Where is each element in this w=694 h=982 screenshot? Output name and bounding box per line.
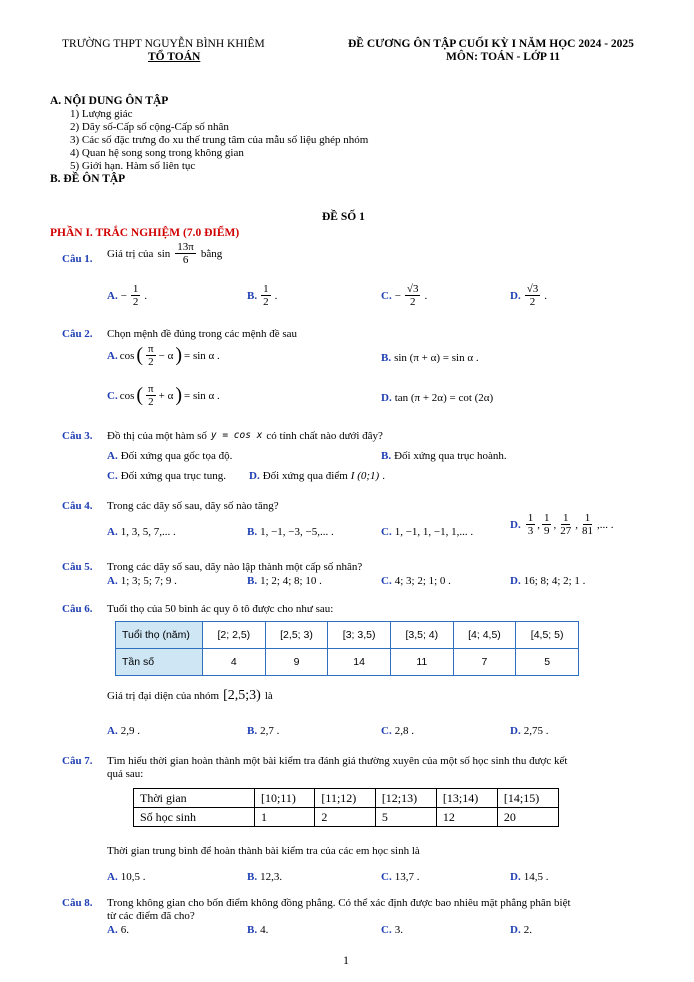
- option-a[interactable]: A. − $\frac{1}{2}$ .: [107, 283, 148, 309]
- question-text: Thời gian trung bình để hoàn thành bài kiểm tra của các em học sinh là: [107, 845, 420, 857]
- option-b[interactable]: B. 1, −1, −3, −5,... .: [247, 526, 334, 538]
- option-b[interactable]: B. 12,3.: [247, 871, 283, 883]
- exam-number: ĐỀ SỐ 1: [322, 211, 365, 223]
- subject-line: MÔN: TOÁN - LỚP 11: [446, 51, 560, 63]
- option-d[interactable]: D. Đối xứng qua điểm I (0;1) .: [249, 470, 385, 482]
- option-c[interactable]: C. cos ( $\frac{\pi}{2}$ + α ) = sin α .: [107, 383, 220, 409]
- section-a-item: 2) Dãy số-Cấp số cộng-Cấp số nhân: [70, 121, 229, 133]
- question-label: Câu 8.: [62, 897, 93, 909]
- option-d[interactable]: D. 14,5 .: [510, 871, 549, 883]
- option-b[interactable]: B. 1; 2; 4; 8; 10 .: [247, 575, 322, 587]
- question-label: Câu 5.: [62, 561, 93, 573]
- fraction: $\frac{13\pi}{6}$: [177, 241, 194, 267]
- question-text: Trong không gian cho bốn điểm không đồng phẳng. Có thể xác định được bao nhiêu mặt phẳng phân biệt: [107, 897, 571, 909]
- table-row: Số học sinh 1 2 5 12 20: [134, 808, 559, 827]
- option-c[interactable]: C. 1, −1, 1, −1, 1,... .: [381, 526, 474, 538]
- option-c[interactable]: C. 13,7 .: [381, 871, 420, 883]
- question-text: Chọn mệnh đề đúng trong các mệnh đề sau: [107, 328, 298, 340]
- question-text: Trong các dãy số sau, dãy nào lập thành một cấp số nhân?: [107, 561, 363, 573]
- option-a[interactable]: A. cos ( $\frac{\pi}{2}$ − α ) = sin α .: [107, 343, 220, 369]
- section-a-item: 1) Lượng giác: [70, 108, 133, 120]
- question-label: Câu 4.: [62, 500, 93, 512]
- question-1-text: [107, 241, 222, 266]
- question-label: Câu 1.: [62, 253, 93, 265]
- school-name: TRƯỜNG THPT NGUYỄN BÌNH KHIÊM: [62, 38, 265, 50]
- question-label: Câu 7.: [62, 755, 93, 767]
- option-a[interactable]: A. 1; 3; 5; 7; 9 .: [107, 575, 177, 587]
- data-table: [115, 621, 579, 676]
- section-a-item: 4) Quan hệ song song trong không gian: [70, 147, 244, 159]
- question-text: bằng: [200, 247, 223, 260]
- option-d[interactable]: D. 16; 8; 4; 2; 1 .: [510, 575, 586, 587]
- option-c[interactable]: C. Đối xứng qua trục tung.: [107, 470, 226, 482]
- option-b[interactable]: B. 2,7 .: [247, 725, 280, 737]
- department: TỔ TOÁN: [148, 51, 201, 63]
- question-text: Trong các dãy số sau, dãy số nào tăng?: [107, 500, 279, 512]
- option-c[interactable]: C. 2,8 .: [381, 725, 414, 737]
- question-text: từ các điểm đã cho?: [107, 910, 195, 922]
- option-a[interactable]: A. Đối xứng qua gốc tọa độ.: [107, 450, 233, 462]
- page-number: 1: [343, 953, 349, 967]
- option-a[interactable]: A. 6.: [107, 924, 129, 936]
- option-c[interactable]: C. 4; 3; 2; 1; 0 .: [381, 575, 451, 587]
- option-d[interactable]: D. 2.: [510, 924, 532, 936]
- option-b[interactable]: B. sin (π + α) = sin α .: [381, 352, 479, 364]
- question-text: quả sau:: [107, 768, 144, 780]
- option-d[interactable]: D. tan (π + 2α) = cot (2α): [381, 392, 494, 404]
- option-b[interactable]: B. Đối xứng qua trục hoành.: [381, 450, 507, 462]
- option-c[interactable]: C. 3.: [381, 924, 403, 936]
- part-1-title: PHẦN I. TRẮC NGHIỆM (7.0 ĐIỂM): [50, 227, 240, 239]
- option-d[interactable]: D. $\frac{1}{3}$ , $\frac{1}{9}$ , $\frac{1}{27}$ , $\frac{1}{81}$ ,... .: [510, 512, 614, 538]
- option-a[interactable]: A. 10,5 .: [107, 871, 146, 883]
- table-row: Tuổi thọ (năm) [2; 2,5) [2,5; 3) [3; 3,5) [3,5; 4) [4; 4,5) [4,5; 5): [116, 622, 579, 649]
- option-d[interactable]: D. $\frac{√3}{2}$ .: [510, 283, 547, 309]
- table-row: Tần số 4 9 14 11 7 5: [116, 649, 579, 676]
- option-b[interactable]: B. $\frac{1}{2}$ .: [247, 283, 278, 309]
- section-a-title: A. NỘI DUNG ÔN TẬP: [50, 95, 169, 107]
- option-b[interactable]: B. 4.: [247, 924, 269, 936]
- question-text: Tìm hiểu thời gian hoàn thành một bài kiểm tra đánh giá thường xuyên của một số học sinh thu được kết: [107, 755, 568, 767]
- exam-title: ĐỀ CƯƠNG ÔN TẬP CUỐI KỲ I NĂM HỌC 2024 - 2025: [348, 38, 634, 50]
- question-label: Câu 6.: [62, 603, 93, 615]
- question-6-sub: Giá trị đại diện của nhóm [2,5;3) là: [107, 688, 273, 703]
- data-table: [133, 788, 559, 827]
- section-a-item: 3) Các số đặc trưng đo xu thế trung tâm của mẫu số liệu ghép nhóm: [70, 134, 369, 146]
- question-text: Giá trị của: [107, 247, 154, 260]
- table-row: Thời gian [10;11) [11;12) [12;13) [13;14) [14;15): [134, 789, 559, 808]
- math-sin: sin: [157, 247, 171, 260]
- question-3-text: Đồ thị của một hàm số y = cos x có tính chất nào dưới đây?: [107, 430, 383, 442]
- function-expr: y = cos x: [210, 430, 263, 441]
- option-a[interactable]: A. 2,9 .: [107, 725, 140, 737]
- option-c[interactable]: C. − $\frac{√3}{2}$ .: [381, 283, 428, 309]
- section-a-item: 5) Giới hạn. Hàm số liên tục: [70, 160, 196, 172]
- option-d[interactable]: D. 2,75 .: [510, 725, 549, 737]
- option-a[interactable]: A. 1, 3, 5, 7,... .: [107, 526, 176, 538]
- question-text: Tuổi thọ của 50 bình ác quy ô tô được cho như sau:: [107, 603, 334, 615]
- section-b-title: B. ĐỀ ÔN TẬP: [50, 173, 126, 185]
- question-label: Câu 3.: [62, 430, 93, 442]
- question-label: Câu 2.: [62, 328, 93, 340]
